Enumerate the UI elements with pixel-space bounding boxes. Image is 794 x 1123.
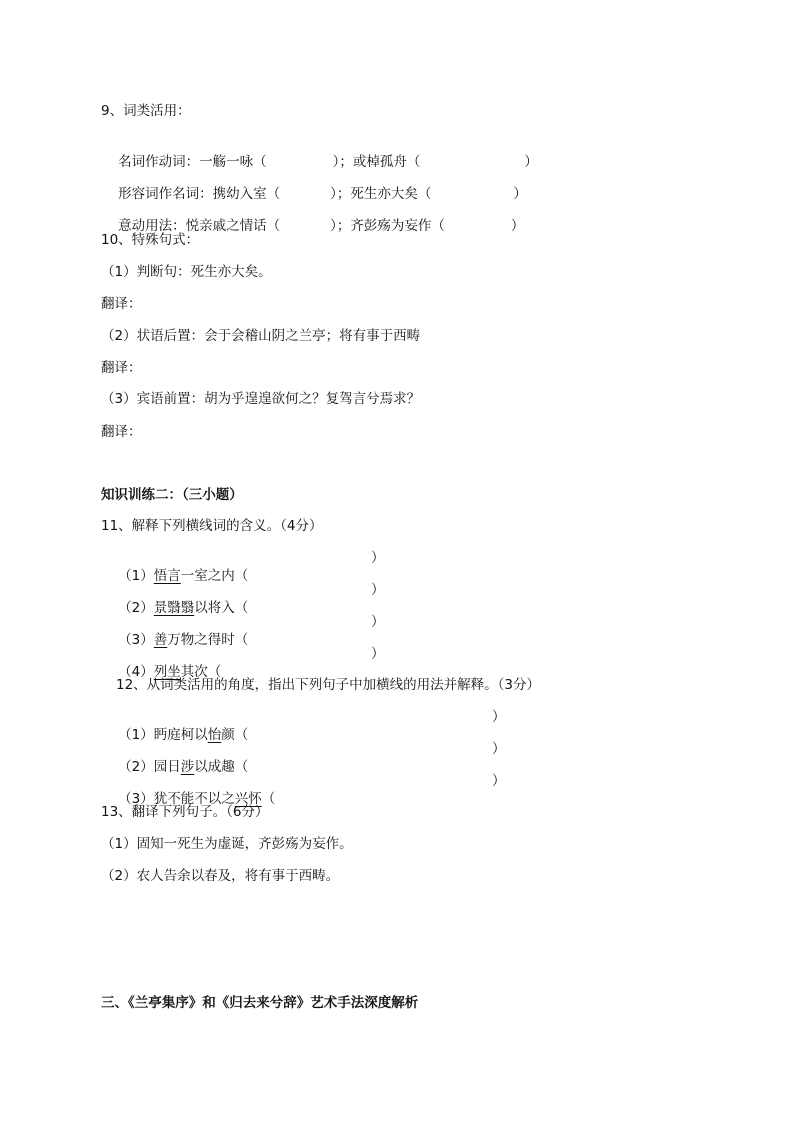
s10-q2: （2）状语后置：会于会稽山阴之兰亭；将有事于西畴 [101, 328, 421, 344]
item-text: 颜（ [221, 727, 249, 743]
item-text: 以将入（ [194, 600, 249, 616]
s10-q3-translate-label: 翻译： [101, 424, 142, 440]
item-text: （3）犹不能不以之 [118, 791, 235, 807]
s10-q3: （3）宾语前置：胡为乎遑遑欲何之？复驾言兮焉求？ [101, 391, 421, 407]
s10-q2-translate-label: 翻译： [101, 360, 142, 376]
section3-title: 三、《兰亭集序》和《归去来兮辞》艺术手法深度解析 [101, 995, 419, 1011]
s12-title: 12、从词类活用的角度，指出下列句子中加横线的用法并解释。（3分） [116, 677, 541, 693]
item-text: 以成趣（ [194, 759, 249, 775]
row-label: 名词作动词： [118, 154, 200, 170]
item-text: （2）园日 [118, 759, 181, 775]
s10-title: 10、特殊句式： [101, 232, 200, 248]
item-number: （4） [118, 664, 154, 680]
s11-title: 11、解释下列横线词的含义。（4分） [101, 518, 323, 534]
item-number: （2） [118, 600, 154, 616]
example-a: 一觞一咏（ [199, 154, 267, 170]
item-text: 万物之得时（ [167, 632, 249, 648]
answer-close: ） [492, 709, 506, 725]
answer-close: ） [371, 550, 385, 566]
underlined-word: 悟言 [153, 568, 181, 584]
example-a: 携幼入室（ [212, 186, 281, 202]
s10-q1-translate-label: 翻译： [101, 296, 142, 312]
underlined-word: 兴怀 [234, 791, 262, 807]
s9-title: 9、词类活用： [101, 103, 191, 119]
answer-close: ） [492, 741, 506, 757]
s10-q1: （1）判断句：死生亦大矣。 [101, 264, 272, 280]
example-b: 齐彭殇为妄作（ [350, 218, 445, 234]
s13-q2: （2）农人告余以春及，将有事于西畴。 [101, 868, 340, 884]
s13-title: 13、翻译下列句子。（6分） [101, 804, 269, 820]
underlined-word: 景翳翳 [153, 600, 195, 616]
underlined-word: 列坐 [153, 664, 181, 680]
answer-close: ） [371, 614, 385, 630]
item-text: （ [261, 791, 276, 807]
answer-close: ） [492, 773, 506, 789]
training2-title: 知识训练二：（三小题） [101, 487, 243, 503]
example-a-close: ）； [330, 218, 351, 234]
example-b-close: ） [524, 154, 538, 170]
example-b: 死生亦大矣（ [350, 186, 432, 202]
example-a-close: ）； [332, 154, 353, 170]
underlined-word: 涉 [180, 759, 195, 775]
item-number: （1） [118, 568, 154, 584]
example-b-close: ） [510, 218, 525, 234]
example-b: 或棹孤舟（ [352, 154, 421, 170]
item-text: 一室之内（ [180, 568, 249, 584]
item-number: （3） [118, 632, 154, 648]
example-a: 悦亲戚之情话（ [185, 218, 281, 234]
row-label: 形容词作名词： [118, 186, 213, 202]
row-label: 意动用法： [118, 218, 186, 234]
example-b-close: ） [513, 186, 527, 202]
answer-close: ） [371, 582, 385, 598]
answer-close: ） [371, 646, 385, 662]
item-text: （1）眄庭柯以 [118, 727, 208, 743]
underlined-word: 善 [153, 632, 168, 648]
example-a-close: ）； [330, 186, 351, 202]
underlined-word: 怡 [207, 727, 222, 743]
s13-q1: （1）固知一死生为虚诞，齐彭殇为妄作。 [101, 836, 353, 852]
item-text: 其次（ [180, 664, 222, 680]
